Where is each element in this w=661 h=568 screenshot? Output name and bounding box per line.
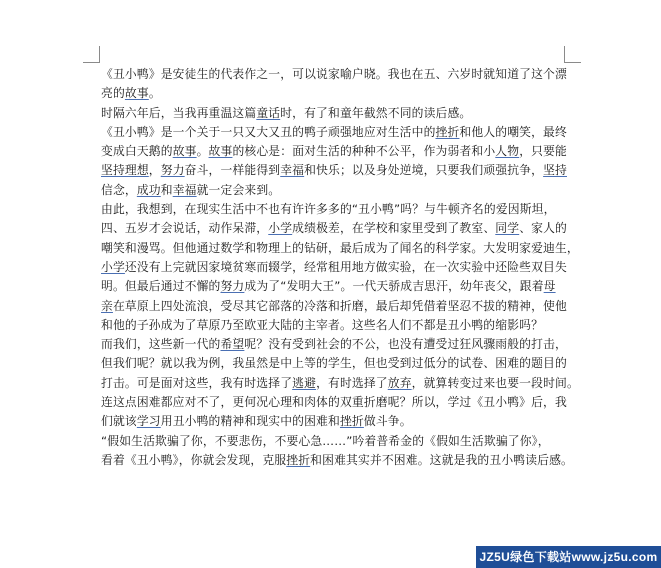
linked-keyword[interactable]: 放弃 [387, 375, 412, 390]
text-line [101, 142, 571, 161]
text-line [101, 200, 571, 219]
text-line [101, 219, 571, 238]
linked-keyword[interactable]: 母 [543, 279, 556, 294]
text-run: 奋斗，一样能得到 [184, 163, 281, 178]
text-line [101, 335, 571, 354]
linked-keyword[interactable]: 逃避 [292, 375, 317, 390]
linked-keyword[interactable]: 学习 [136, 414, 161, 429]
text-run: 还没有上完就因家境贫寒而辍学，经常租用地方做实验，在一次实验中还险些双目失 [124, 259, 567, 274]
text-line [101, 123, 571, 142]
margin-corner-mark-top-left [83, 46, 100, 63]
text-line [101, 316, 571, 335]
text-line [101, 84, 571, 103]
linked-keyword[interactable]: 故事 [172, 144, 197, 159]
text-run: 明。但最后通过不懈的 [101, 279, 221, 294]
linked-keyword[interactable]: 坚持理想 [101, 163, 149, 178]
text-run: 的核心是：面对生活的种种不公平，作为弱者和小 [232, 144, 496, 159]
text-run: 打击。可是面对这些，我有时选择了 [101, 375, 293, 390]
linked-keyword[interactable]: 挫折 [286, 452, 311, 467]
text-run: 。 [148, 86, 161, 101]
document-body-text[interactable] [101, 65, 579, 470]
text-run: 成为了“发明大王”。一代天骄成吉思汗，幼年丧父，跟着 [244, 279, 544, 294]
text-line [101, 258, 571, 277]
text-line [101, 451, 574, 470]
linked-keyword[interactable]: 同学 [495, 221, 520, 236]
text-run: 变成白天鹅的 [101, 144, 173, 159]
text-run: 《丑小鸭》是安徒生的代表作之一，可以说家喻户晓。我也在五、六岁时就知道了这个漂 [101, 67, 567, 81]
text-run: 就一定会来到。 [196, 182, 281, 197]
text-run: 。 [196, 144, 209, 159]
text-run: 和快乐；以及身处逆境，只要我们顽强抗争， [304, 163, 544, 178]
text-run: 《丑小鸭》是一个关于一只又大又丑的鸭子顽强地应对生活中的 [101, 124, 436, 139]
linked-keyword[interactable]: 坚持 [543, 163, 567, 178]
text-run: 和困难其实并不困难。这就是我的丑小鸭读后感。 [310, 452, 574, 467]
margin-corner-mark-top-right [564, 46, 581, 63]
text-run: 但我们呢？就以我为例，我虽然是中上等的学生，但也受到过低分的试卷、困难的题目的 [101, 356, 567, 371]
text-run: 和他的子孙成为了草原乃至欧亚大陆的主宰者。这些名人们不都是丑小鸭的缩影吗？ [101, 317, 544, 332]
text-line [101, 412, 571, 431]
text-run: 、家人的 [519, 221, 567, 236]
text-run: 看着《丑小鸭》，你就会发现，克服 [101, 452, 287, 467]
linked-keyword[interactable]: 小学 [268, 221, 293, 236]
text-run: 由此，我想到，在现实生活中不也有许许多多的“丑小鸭”吗？与牛顿齐名的爱因斯坦， [101, 202, 556, 217]
linked-keyword[interactable]: 希望 [220, 337, 245, 352]
text-run: 呢？没有受到社会的不公，也没有遭受过狂风骤雨般的打击， [244, 337, 567, 352]
text-line [101, 161, 571, 180]
text-run: ，就算转变过来也要一段时间。 [411, 375, 579, 390]
text-run: ，有时选择了 [316, 375, 388, 390]
text-run: 而我们，这些新一代的 [101, 337, 221, 352]
text-run: 用丑小鸭的精神和现实中的困难和 [160, 414, 340, 429]
text-run: ， [148, 163, 161, 178]
text-run: 信念， [101, 182, 137, 197]
text-line [101, 239, 579, 258]
text-line [101, 277, 571, 296]
text-line [101, 65, 571, 84]
text-run: 时隔六年后，当我再重温这篇 [101, 105, 257, 120]
text-line [101, 104, 571, 123]
linked-keyword[interactable]: 努力 [160, 163, 185, 178]
text-run: 成绩极差，在学校和家里受到了教室、 [292, 221, 496, 236]
linked-keyword[interactable]: 童话 [256, 105, 281, 120]
text-run: 时，有了和童年截然不同的读后感。 [280, 105, 472, 120]
linked-keyword[interactable]: 幸福 [172, 182, 197, 197]
linked-keyword[interactable]: 挫折 [435, 124, 460, 139]
linked-keyword[interactable]: 故事 [208, 144, 233, 159]
site-watermark-banner: JZ5U绿色下载站www.jz5u.com [476, 546, 661, 568]
text-run: 们就该 [101, 414, 137, 429]
linked-keyword[interactable]: 小学 [101, 259, 125, 274]
text-run: 亮的 [101, 86, 125, 101]
text-run: 连这点困难都应对不了，更何况心理和肉体的双重折磨呢？所以，学过《丑小鸭》后，我 [101, 395, 567, 410]
linked-keyword[interactable]: 亲 [101, 298, 113, 313]
text-line [101, 393, 571, 412]
linked-keyword[interactable]: 努力 [220, 279, 245, 294]
text-line [101, 297, 571, 316]
text-line [101, 432, 571, 451]
linked-keyword[interactable]: 故事 [124, 86, 149, 101]
text-line [101, 374, 579, 393]
linked-keyword[interactable]: 成功 [136, 182, 161, 197]
text-run: “假如生活欺骗了你，不要悲伤，不要心急……”吟着普希金的《假如生活欺骗了你》， [101, 433, 550, 448]
text-line [101, 354, 571, 373]
text-line [101, 181, 571, 200]
linked-keyword[interactable]: 幸福 [280, 163, 305, 178]
text-run: 在草原上四处流浪，受尽其它部落的冷落和折磨，最后却凭借着坚忍不拔的精神，使他 [112, 298, 567, 313]
text-run: 和他人的嘲笑，最终 [459, 124, 567, 139]
text-run: 和 [160, 182, 173, 197]
text-run: ，只要能 [519, 144, 567, 159]
linked-keyword[interactable]: 挫折 [339, 414, 364, 429]
text-run: 做斗争。 [363, 414, 412, 429]
text-run: 嘲笑和漫骂。但他通过数学和物理上的钻研，最后成为了闻名的科学家。大发明家爱迪生， [101, 240, 579, 255]
linked-keyword[interactable]: 人物 [495, 144, 520, 159]
text-run: 四、五岁才会说话，动作呆滞， [101, 221, 269, 236]
